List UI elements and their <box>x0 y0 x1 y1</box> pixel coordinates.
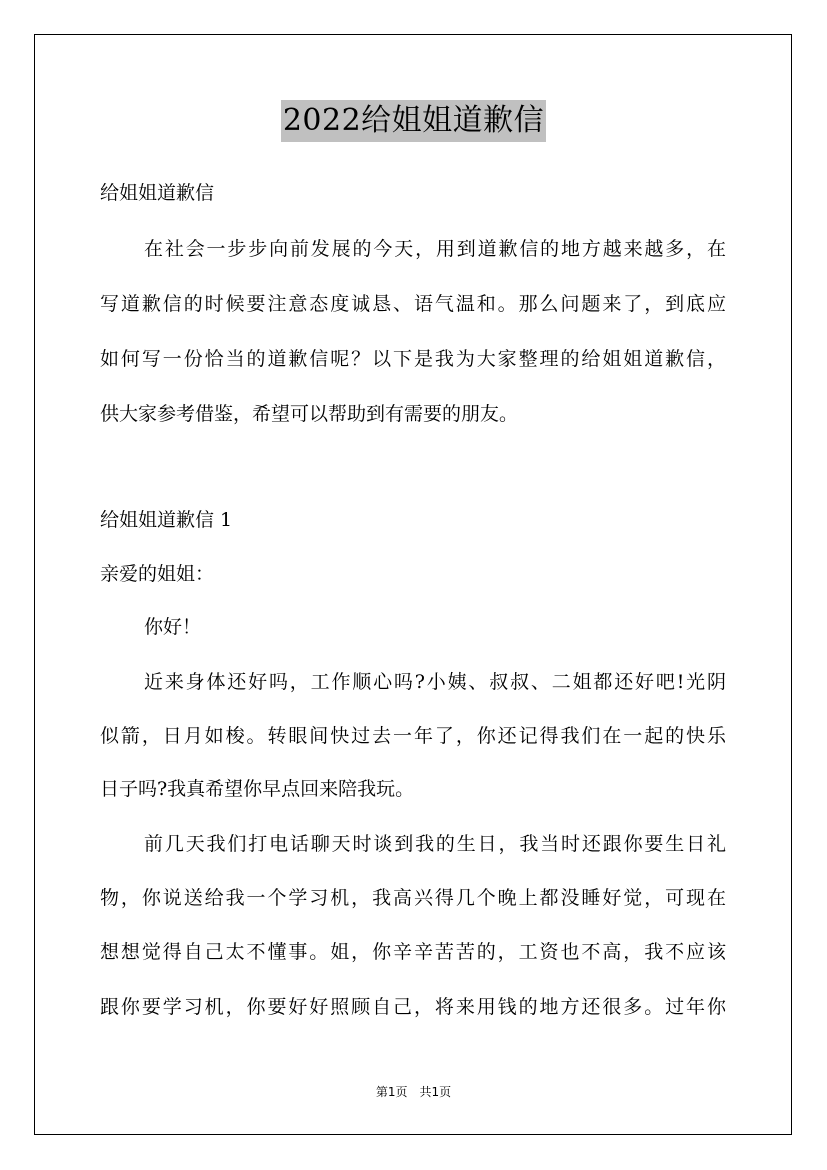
paragraph-line: 想想觉得自己太不懂事。姐，你辛辛苦苦的，工资也不高，我不应该 <box>100 941 726 963</box>
paragraph-line: 物，你说送给我一个学习机，我高兴得几个晚上都没睡好觉，可现在 <box>100 887 726 909</box>
intro-line: 供大家参考借鉴，希望可以帮助到有需要的朋友。 <box>100 403 519 425</box>
title-container <box>0 100 827 142</box>
paragraph-line: 日子吗?我真希望你早点回来陪我玩。 <box>100 778 415 800</box>
paragraph-line: 近来身体还好吗，工作顺心吗?小姨、叔叔、二姐都还好吧!光阴 <box>144 671 726 693</box>
intro-line: 在社会一步步向前发展的今天，用到道歉信的地方越来越多，在 <box>144 238 726 260</box>
paragraph-line: 跟你要学习机，你要好好照顾自己，将来用钱的地方还很多。过年你 <box>100 996 726 1018</box>
page-number: 第1页 共1页 <box>375 1085 452 1099</box>
paragraph-line: 前几天我们打电话聊天时谈到我的生日，我当时还跟你要生日礼 <box>144 833 726 855</box>
document-title: 2022给姐姐道歉信 <box>281 100 546 142</box>
letter-heading: 给姐姐道歉信 1 <box>100 509 233 531</box>
paragraph-line: 似箭，日月如梭。转眼间快过去一年了，你还记得我们在一起的快乐 <box>100 725 726 747</box>
section-heading: 给姐姐道歉信 <box>100 182 215 204</box>
salutation: 亲爱的姐姐： <box>100 563 215 585</box>
greeting: 你好！ <box>144 616 202 638</box>
intro-line: 如何写一份恰当的道歉信呢？以下是我为大家整理的给姐姐道歉信， <box>100 348 726 370</box>
intro-line: 写道歉信的时候要注意态度诚恳、语气温和。那么问题来了，到底应 <box>100 293 726 315</box>
